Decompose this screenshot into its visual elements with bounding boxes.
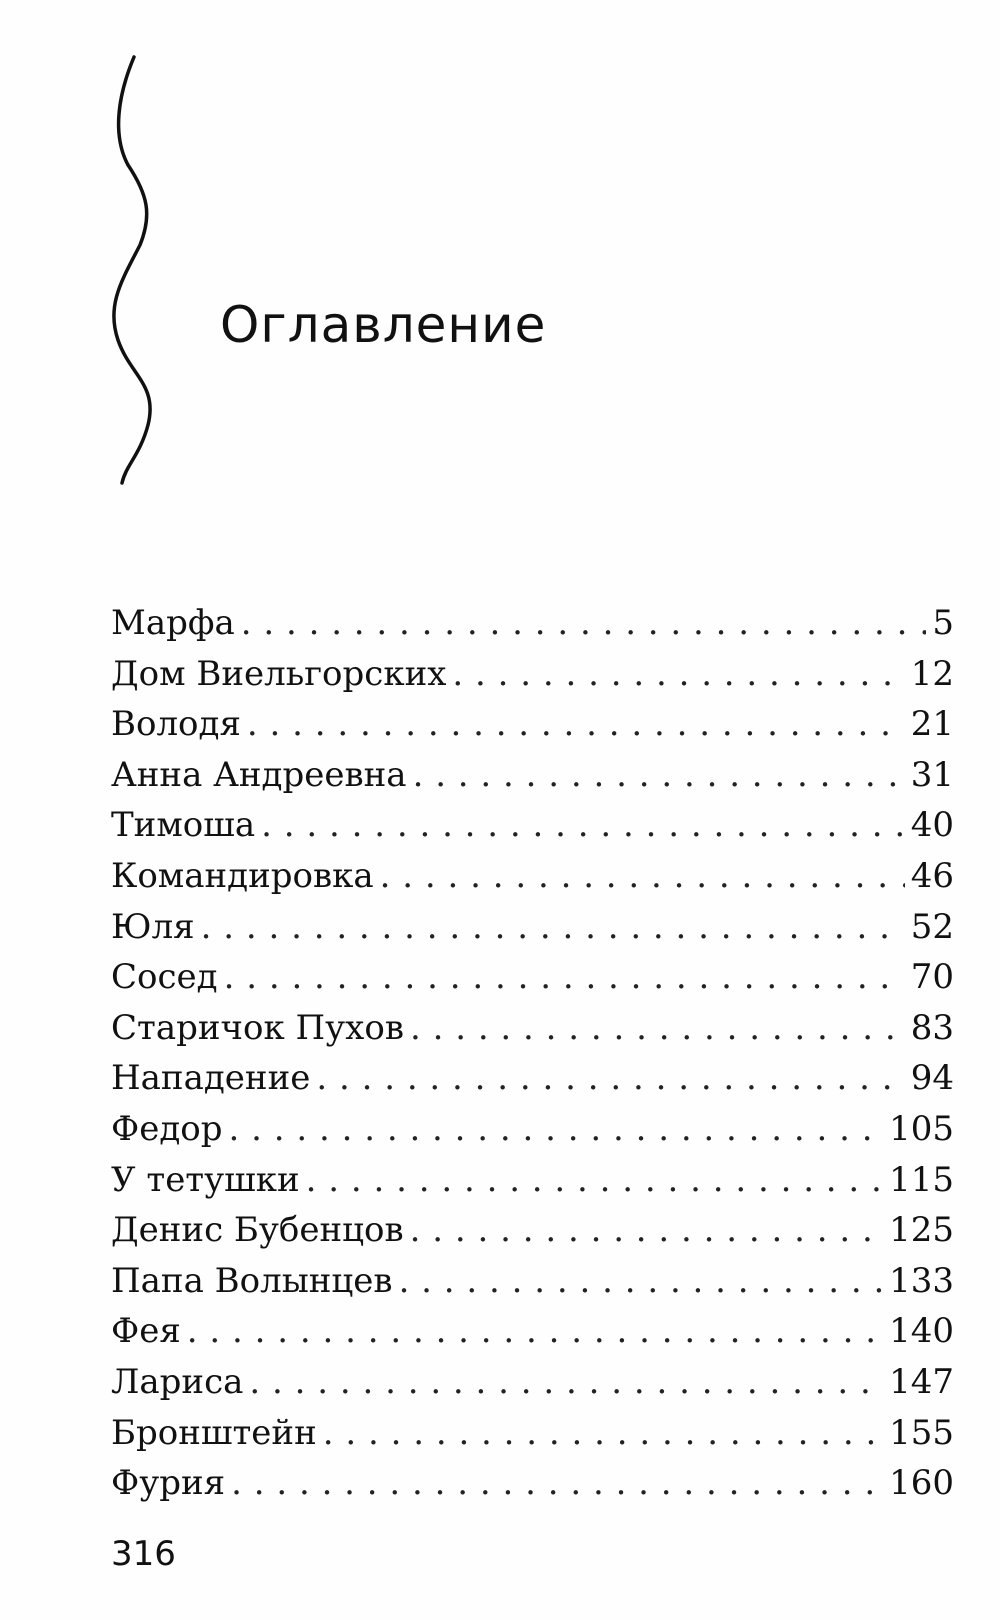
toc-dot-leader: [187, 1314, 883, 1348]
toc-entry-title: Фурия: [111, 1466, 226, 1504]
toc-dot-leader: [410, 1011, 905, 1045]
toc-dot-leader: [410, 1213, 883, 1247]
toc-entry-page: 155: [889, 1415, 954, 1453]
toc-entry-title: Сосед: [111, 960, 218, 998]
toc-entry: [111, 1365, 954, 1416]
toc-entry-title: Нападение: [111, 1061, 311, 1099]
toc-entry-title: Фея: [111, 1314, 181, 1352]
toc-entry-page: 12: [910, 656, 954, 694]
toc-entry-page: 94: [910, 1061, 954, 1099]
toc-dot-leader: [380, 859, 905, 893]
toc-entry-page: 140: [889, 1314, 954, 1352]
toc-entry-title: Командировка: [111, 858, 374, 896]
toc-entry-title: Папа Волынцев: [111, 1263, 393, 1301]
toc-dot-leader: [241, 606, 927, 640]
toc-dot-leader: [224, 960, 905, 994]
toc-entry: [111, 606, 954, 657]
toc-entry: [111, 758, 954, 809]
toc-dot-leader: [261, 808, 905, 842]
toc-entry-page: 105: [889, 1111, 954, 1149]
toc-entry-page: 5: [932, 606, 954, 643]
toc-entry-page: 52: [910, 909, 954, 947]
toc-entry-title: Старичок Пухов: [111, 1010, 404, 1048]
toc-dot-leader: [249, 1365, 883, 1399]
decorative-squiggle-ornament: [100, 55, 180, 485]
page-number: 316: [111, 1534, 176, 1574]
toc-entry-title: Бронштейн: [111, 1415, 317, 1453]
toc-dot-leader: [323, 1416, 883, 1450]
toc-entry-title: Марфа: [111, 606, 235, 643]
toc-entry: [111, 707, 954, 758]
page-title: Оглавление: [220, 296, 547, 354]
toc-entry: [111, 1011, 954, 1062]
toc-entry: [111, 1264, 954, 1315]
toc-entry-title: Анна Андреевна: [111, 757, 407, 795]
toc-entry: [111, 1061, 954, 1112]
toc-dot-leader: [306, 1163, 883, 1197]
toc-entry: [111, 1416, 954, 1467]
toc-entry-page: 147: [889, 1364, 954, 1402]
toc-entry-page: 83: [910, 1010, 954, 1048]
toc-entry-title: Юля: [111, 909, 195, 947]
toc-dot-leader: [452, 657, 904, 691]
toc-entry-title: Лариса: [111, 1364, 244, 1402]
toc-entry: [111, 1466, 954, 1517]
toc-dot-leader: [399, 1264, 884, 1298]
toc-entry-page: 21: [910, 707, 954, 745]
toc-entry: [111, 1314, 954, 1365]
toc-entry-page: 70: [910, 960, 954, 998]
toc-entry-page: 125: [889, 1213, 954, 1251]
toc-entry: [111, 960, 954, 1011]
toc-entry: [111, 1163, 954, 1214]
toc-entry: [111, 1112, 954, 1163]
toc-entry: [111, 657, 954, 708]
toc-dot-leader: [231, 1466, 883, 1500]
toc-entry-page: 31: [910, 757, 954, 795]
toc-entry: [111, 859, 954, 910]
toc-entry-page: 46: [910, 858, 954, 896]
toc-dot-leader: [413, 758, 905, 792]
table-of-contents: [111, 606, 954, 1517]
toc-dot-leader: [247, 707, 905, 741]
toc-entry-page: 115: [889, 1162, 954, 1200]
toc-dot-leader: [201, 910, 905, 944]
toc-entry: [111, 1213, 954, 1264]
toc-dot-leader: [316, 1061, 904, 1095]
toc-entry: [111, 910, 954, 961]
toc-entry-title: У тетушки: [111, 1162, 300, 1200]
toc-entry-page: 133: [889, 1263, 954, 1301]
toc-entry-title: Тимоша: [111, 808, 256, 846]
toc-entry-title: Федор: [111, 1111, 223, 1149]
toc-entry-page: 40: [910, 808, 954, 846]
toc-dot-leader: [229, 1112, 884, 1146]
toc-entry: [111, 808, 954, 859]
toc-entry-title: Денис Бубенцов: [111, 1213, 404, 1251]
toc-entry-page: 160: [889, 1466, 954, 1504]
toc-entry-title: Дом Виельгорских: [111, 656, 447, 694]
toc-entry-title: Володя: [111, 707, 241, 745]
